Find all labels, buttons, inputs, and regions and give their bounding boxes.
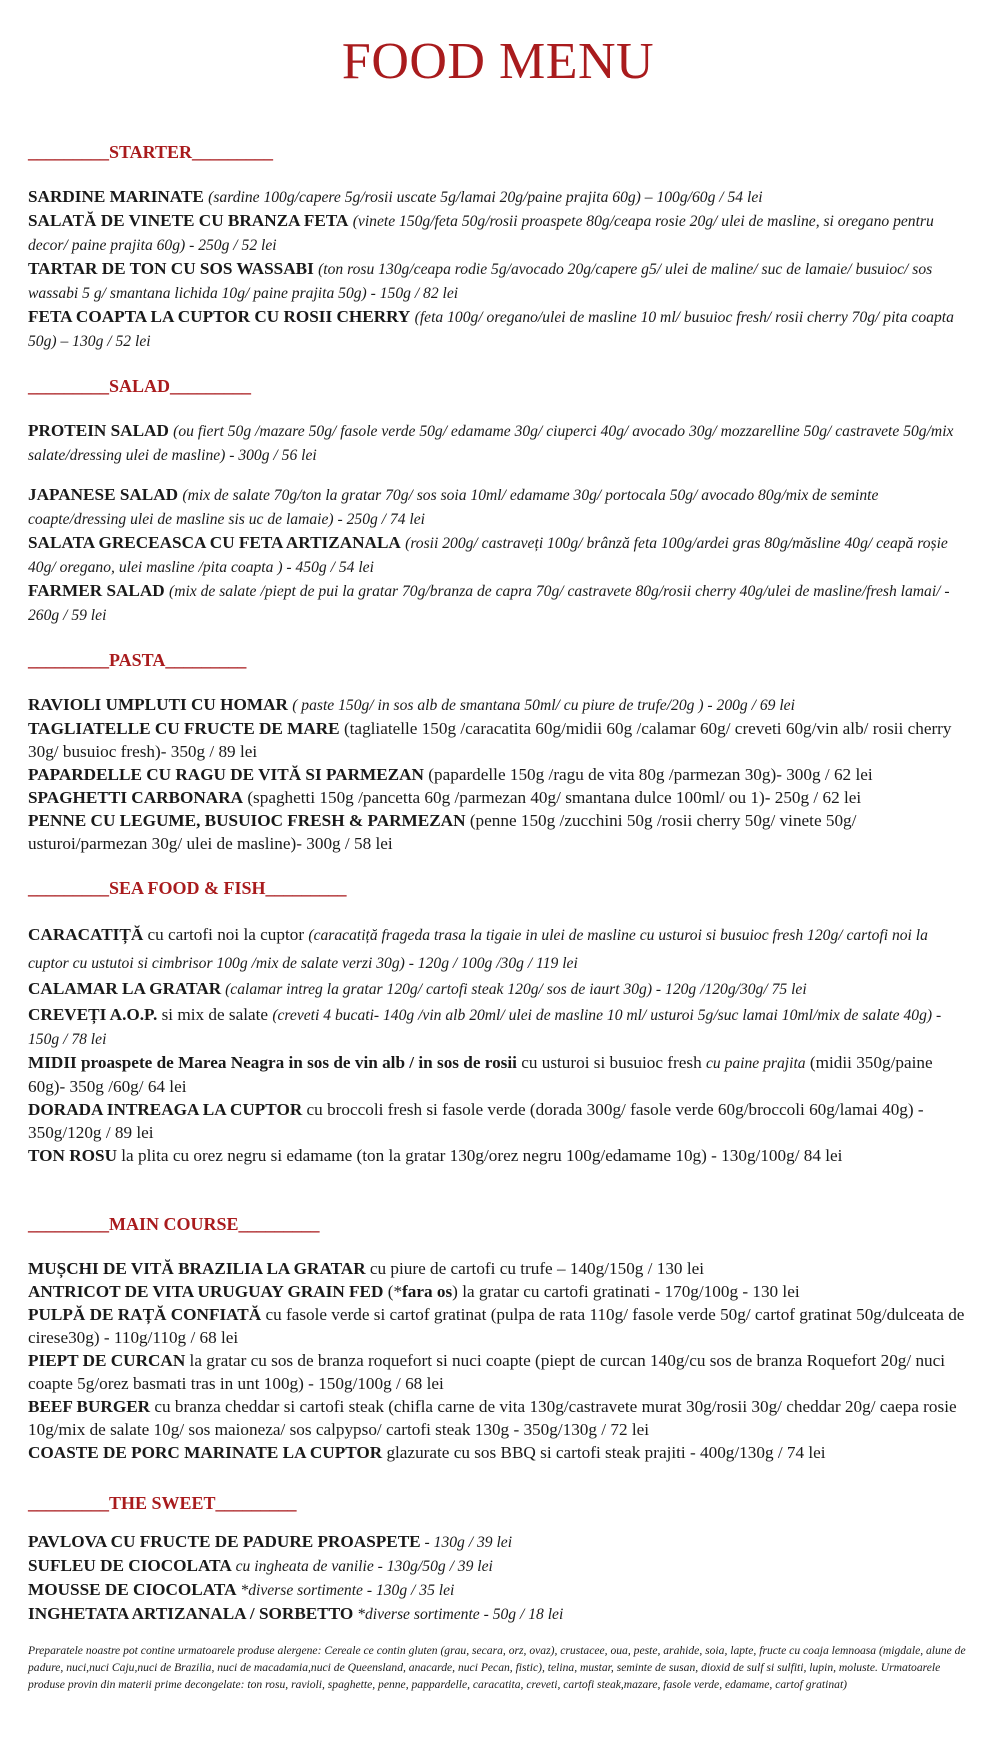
- allergen-footnote: Preparatele noastre pot contine urmatoarele produse alergene: Cereale ce contin gluten (grau, secara, orz, ovaz), crustacee, oua, peste, arahide, soia, lapte, fructe cu coaja lemnoasa (migdale, alune de padure, nuci,nuci Caju,nuci de Brazilia, nuci de macadamia,nuci de Queensland, anacarde, nuci Pecan, fistic), telina, mustar, seminte de susan, dioxid de sulf si sulfiti, lupin, moluste. Urmatoarele produse provin din materii prime decongelate: ton rosu, ravioli, spaghette, penne, pappardelle, caracatita, creveti, cartofi steak,mazare, fasole verde, edamame, cartof gratinat): [28, 1644, 966, 1691]
- section-heading-pasta: _________PASTA_________: [28, 650, 247, 670]
- menu-item: PIEPT DE CURCAN la gratar cu sos de branza roquefort si nuci coapte (piept de curcan 140g/cu sos de branza Roquefort 20g/ nuci coapte 5g/orez basmati tras in unt 100g) - 150g/100g / 68 lei: [28, 1351, 946, 1393]
- menu-item: SALATĂ DE VINETE CU BRANZA FETA (vinete 150g/feta 50g/rosii proaspete 80g/ceapa rosie 20g/ ulei de masline, si oregano pentru decor/ paine prajita 60g) - 250g / 52 lei: [28, 211, 934, 254]
- menu-item: SPAGHETTI CARBONARA (spaghetti 150g /pancetta 60g /parmezan 40g/ smantana dulce 100ml/ ou 1)- 250g / 62 lei: [28, 788, 862, 807]
- section-heading-sweet: _________THE SWEET_________: [28, 1493, 297, 1513]
- section-sweet: [28, 1530, 968, 1626]
- section-heading-salad: _________SALAD_________: [28, 376, 252, 396]
- section-heading-seafood: _________SEA FOOD & FISH_________: [28, 878, 347, 898]
- menu-title: FOOD MENU: [341, 33, 655, 90]
- menu-item: ANTRICOT DE VITA URUGUAY GRAIN FED (*fara os) la gratar cu cartofi gratinati - 170g/100g - 130 lei: [28, 1282, 800, 1301]
- menu-item: FARMER SALAD (mix de salate /piept de pui la gratar 70g/branza de capra 70g/ castravete 80g/rosii cherry 40g/ulei de masline/fresh lamai/ - 260g / 59 lei: [28, 581, 950, 624]
- section-heading-starter: _________STARTER_________: [28, 142, 274, 162]
- menu-item: PENNE CU LEGUME, BUSUIOC FRESH & PARMEZAN (penne 150g /zucchini 50g /rosii cherry 50g/ vinete 50g/ usturoi/parmezan 30g/ ulei de masline)- 300g / 58 lei: [28, 811, 857, 853]
- menu-item: MUȘCHI DE VITĂ BRAZILIA LA GRATAR cu piure de cartofi cu trufe – 140g/150g / 130 lei: [28, 1259, 705, 1278]
- section-pasta: [28, 693, 968, 855]
- section-main: [28, 1257, 968, 1464]
- menu-item: SUFLEU DE CIOCOLATA cu ingheata de vanilie - 130g/50g / 39 lei: [28, 1556, 493, 1575]
- menu-item: DORADA INTREAGA LA CUPTOR cu broccoli fresh si fasole verde (dorada 300g/ fasole verde 60g/broccoli 60g/lamai 40g) - 350g/120g / 89 lei: [28, 1100, 924, 1142]
- menu-item: TON ROSU la plita cu orez negru si edamame (ton la gratar 130g/orez negru 100g/edamame 10g) - 130g/100g/ 84 lei: [28, 1146, 843, 1165]
- menu-page: [28, 0, 968, 1693]
- menu-item: FETA COAPTA LA CUPTOR CU ROSII CHERRY (feta 100g/ oregano/ulei de masline 10 ml/ busuioc fresh/ rosii cherry 70g/ pita coapta 50g) – 130g / 52 lei: [28, 307, 954, 350]
- section-starter: [28, 185, 968, 353]
- menu-item: SALATA GRECEASCA CU FETA ARTIZANALA (rosii 200g/ castraveți 100g/ brânză feta 100g/ardei gras 80g/măsline 40g/ ceapă roșie 40g/ oregano, ulei masline /pita coapta ) - 450g / 54 lei: [28, 533, 948, 576]
- section-salad: [28, 419, 968, 627]
- menu-item: PAPARDELLE CU RAGU DE VITĂ SI PARMEZAN (papardelle 150g /ragu de vita 80g /parmezan 30g)- 300g / 62 lei: [28, 765, 873, 784]
- menu-item: TAGLIATELLE CU FRUCTE DE MARE (tagliatelle 150g /caracatita 60g/midii 60g /calamar 60g/ creveti 60g/vin alb/ rosii cherry 30g/ busuioc fresh)- 350g / 89 lei: [28, 719, 952, 761]
- menu-item: RAVIOLI UMPLUTI CU HOMAR ( paste 150g/ in sos alb de smantana 50ml/ cu piure de trufe/20g ) - 200g / 69 lei: [28, 695, 795, 714]
- menu-item: PAVLOVA CU FRUCTE DE PADURE PROASPETE - 130g / 39 lei: [28, 1532, 513, 1551]
- section-heading-main: _________MAIN COURSE_________: [28, 1214, 320, 1234]
- menu-item: TARTAR DE TON CU SOS WASSABI (ton rosu 130g/ceapa rodie 5g/avocado 20g/capere g5/ ulei de maline/ suc de lamaie/ busuioc/ sos wassabi 5 g/ smantana lichida 10g/ paine prajita 50g) - 150g / 82 lei: [28, 259, 933, 302]
- menu-item: MOUSSE DE CIOCOLATA *diverse sortimente - 130g / 35 lei: [28, 1580, 455, 1599]
- menu-item: INGHETATA ARTIZANALA / SORBETTO *diverse sortimente - 50g / 18 lei: [28, 1604, 564, 1623]
- menu-item: JAPANESE SALAD (mix de salate 70g/ton la gratar 70g/ sos soia 10ml/ edamame 30g/ portocala 50g/ avocado 80g/mix de seminte coapte/dressing ulei de masline sis uc de lamaie) - 250g / 74 lei: [28, 485, 879, 528]
- menu-item: BEEF BURGER cu branza cheddar si cartofi steak (chifla carne de vita 130g/castravete murat 30g/rosii 30g/ cheddar 20g/ caepa rosie 10g/mix de salate 10g/ sos maioneza/ sos calpypso/ cartofi steak 130g - 350g/130g / 72 lei: [28, 1397, 957, 1439]
- menu-item: CALAMAR LA GRATAR (calamar intreg la gratar 120g/ cartofi steak 120g/ sos de iaurt 30g) - 120g /120g/30g/ 75 lei: [28, 979, 807, 998]
- menu-item: CREVEȚI A.O.P. si mix de salate (creveti 4 bucati- 140g /vin alb 20ml/ ulei de masline 10 ml/ usturoi 5g/suc lamai 10ml/mix de salate 40g) - 150g / 78 lei: [28, 1005, 942, 1048]
- menu-item: SARDINE MARINATE (sardine 100g/capere 5g/rosii uscate 5g/lamai 20g/paine prajita 60g) – 100g/60g / 54 lei: [28, 187, 763, 206]
- section-seafood: [28, 921, 968, 1167]
- menu-item: MIDII proaspete de Marea Neagra in sos de vin alb / in sos de rosii cu usturoi si busuioc fresh cu paine prajita (midii 350g/paine 60g)- 350g /60g/ 64 lei: [28, 1053, 933, 1096]
- menu-item: PROTEIN SALAD (ou fiert 50g /mazare 50g/ fasole verde 50g/ edamame 30g/ ciuperci 40g/ avocado 30g/ mozzarelline 50g/ castravete 50g/mix salate/dressing ulei de masline) - 300g / 56 lei: [28, 421, 954, 464]
- menu-item: CARACATIȚĂ cu cartofi noi la cuptor (caracatiță frageda trasa la tigaie in ulei de masline cu usturoi si busuioc fresh 120g/ cartofi noi la cuptor cu ustutoi si cimbrisor 100g /mix de salate verzi 30g) - 120g / 100g /30g / 119 lei: [28, 925, 928, 972]
- menu-item: COASTE DE PORC MARINATE LA CUPTOR glazurate cu sos BBQ si cartofi steak prajiti - 400g/130g / 74 lei: [28, 1443, 826, 1462]
- menu-item: PULPĂ DE RAȚĂ CONFIATĂ cu fasole verde si cartof gratinat (pulpa de rata 110g/ fasole verde 50g/ cartof gratinat 50g/dulceata de cirese30g) - 110g/110g / 68 lei: [28, 1305, 965, 1347]
